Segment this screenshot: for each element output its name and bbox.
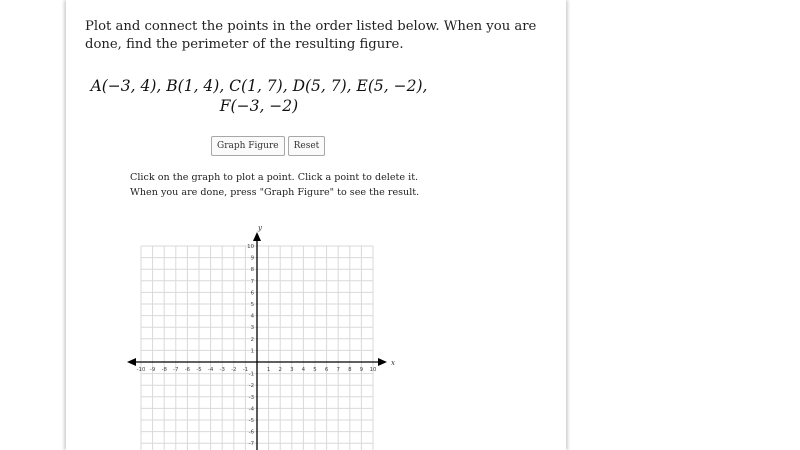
y-tick-label: 1 <box>250 348 254 355</box>
y-tick-label: -4 <box>248 406 254 413</box>
y-tick-label: 4 <box>250 313 254 320</box>
reset-button[interactable]: Reset <box>288 136 326 156</box>
x-tick-label: 8 <box>348 367 352 373</box>
x-tick-label: -9 <box>149 367 156 373</box>
help-text-line-1: Click on the graph to plot a point. Click a point to delete it. <box>130 172 419 183</box>
coordinate-grid[interactable] <box>120 222 400 450</box>
y-tick-label: -1 <box>248 371 254 378</box>
y-tick-label: 9 <box>250 255 254 262</box>
x-tick-label: -2 <box>231 367 237 373</box>
y-axis-arrow-up <box>253 232 261 241</box>
x-tick-label: 1 <box>266 367 271 373</box>
x-tick-label: 2 <box>278 367 282 373</box>
y-tick-label: -3 <box>248 394 254 401</box>
y-tick-label: 5 <box>250 302 254 308</box>
x-tick-label: -4 <box>207 367 214 373</box>
y-tick-label: 7 <box>250 278 254 285</box>
y-tick-label: -6 <box>248 429 254 436</box>
y-tick-label: 8 <box>250 267 254 274</box>
x-tick-label: -1 <box>242 367 249 373</box>
x-tick-label: -7 <box>173 367 179 373</box>
points-list-line-2: F(−3, −2) <box>219 97 299 115</box>
points-list-line-1: A(−3, 4), B(1, 4), C(1, 7), D(5, 7), E(5, −2), <box>90 77 428 95</box>
x-tick-label: 5 <box>313 367 317 373</box>
y-tick-label: 2 <box>250 336 254 343</box>
x-axis-arrow-right <box>378 358 387 366</box>
y-tick-label: 3 <box>250 325 254 332</box>
y-tick-label: -5 <box>248 418 254 424</box>
x-axis-label: x <box>391 359 395 367</box>
x-tick-label: 10 <box>369 367 377 373</box>
x-tick-label: -10 <box>136 367 146 373</box>
x-tick-label: -5 <box>196 367 202 373</box>
help-text-line-2: When you are done, press "Graph Figure" to see the result. <box>130 187 420 198</box>
x-tick-label: -8 <box>161 367 167 373</box>
graph-figure-button[interactable]: Graph Figure <box>211 136 285 156</box>
x-tick-label: -3 <box>219 367 225 373</box>
x-tick-label: 7 <box>336 367 340 373</box>
y-tick-label: 6 <box>250 290 254 297</box>
x-tick-label: 6 <box>324 367 329 373</box>
y-tick-label: -2 <box>248 383 254 390</box>
x-axis-arrow-left <box>127 358 136 366</box>
y-tick-label: -7 <box>248 441 254 448</box>
y-axis-label: y <box>258 224 262 232</box>
button-row <box>211 136 325 156</box>
x-tick-label: 4 <box>301 367 306 373</box>
x-tick-label: -6 <box>184 367 191 373</box>
problem-instruction: Plot and connect the points in the order listed below. When you are done, find the perimeter of the resulting figure. <box>85 19 537 52</box>
x-tick-label: 3 <box>290 367 294 373</box>
y-tick-label: 10 <box>247 244 254 250</box>
x-tick-label: 9 <box>359 367 364 373</box>
coordinate-grid-canvas[interactable] <box>120 222 400 450</box>
